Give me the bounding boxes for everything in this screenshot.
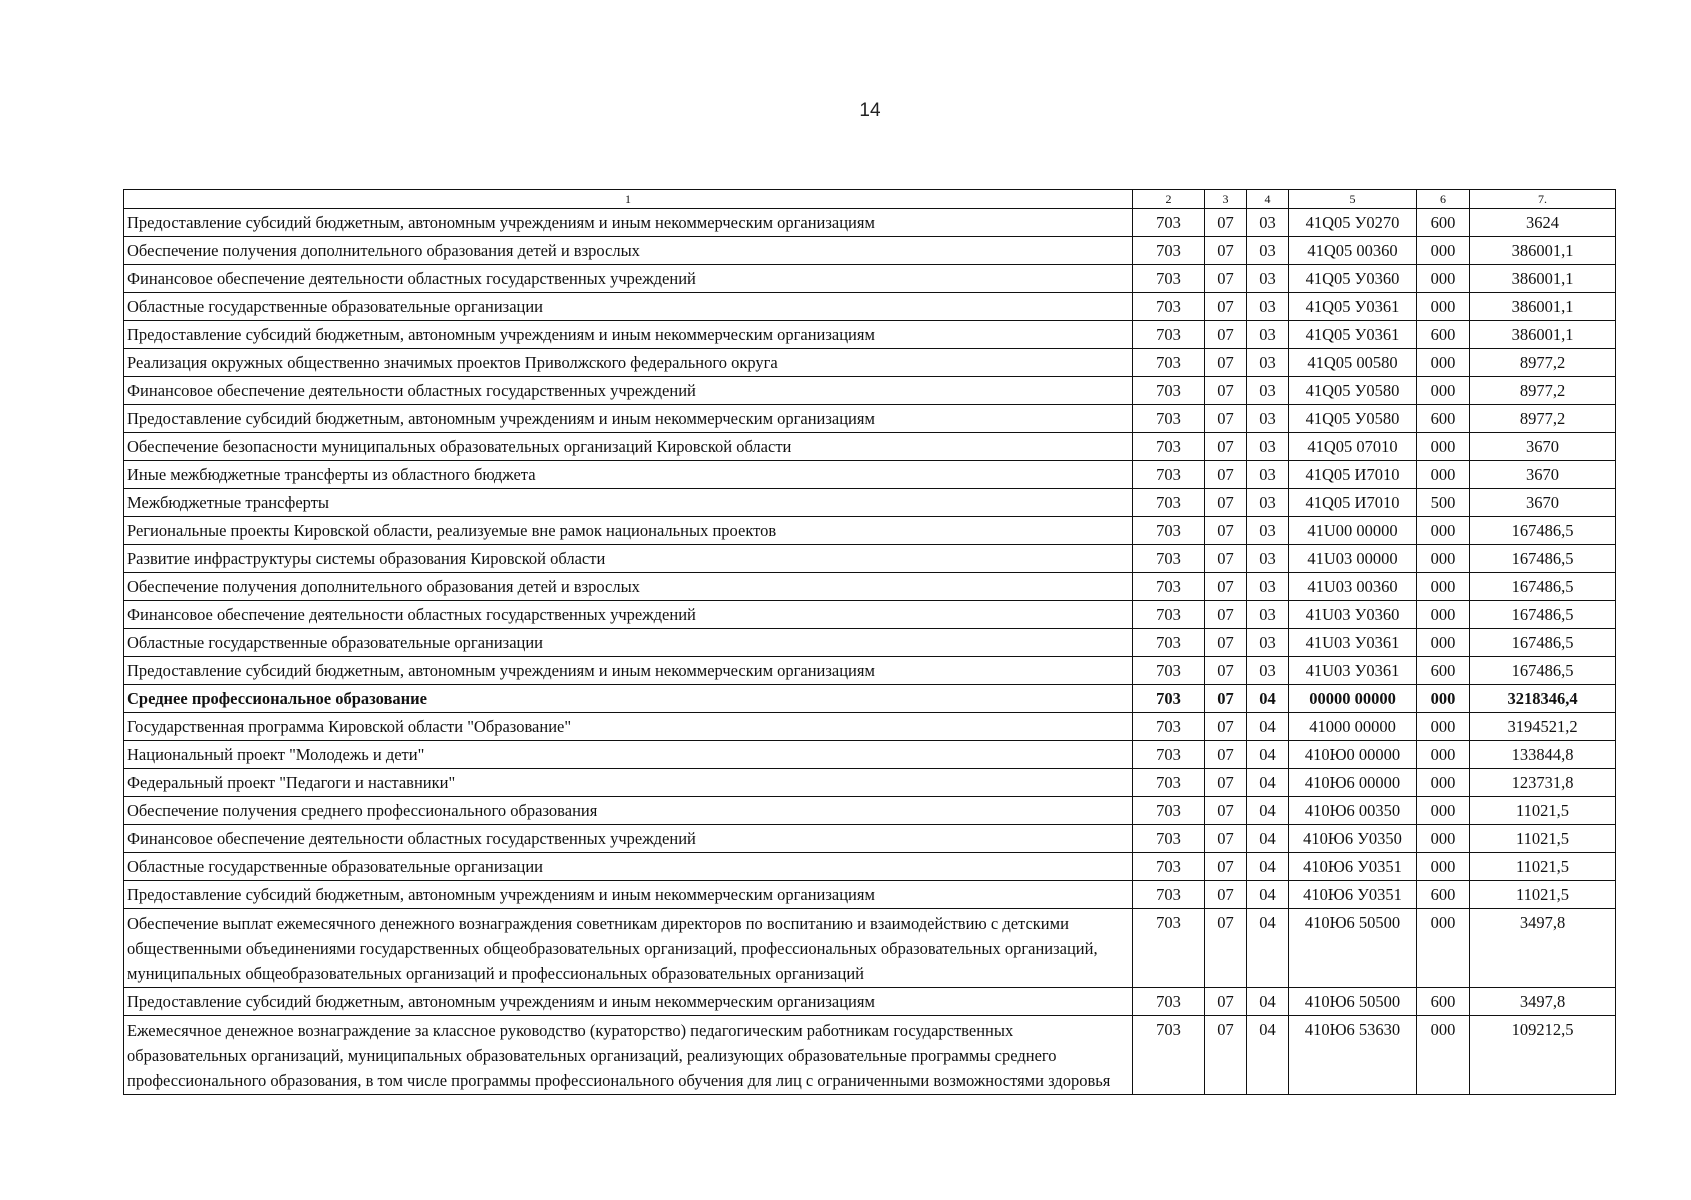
amount-cell: 167486,5 bbox=[1470, 573, 1616, 601]
code-cell-5: 41U03 У0361 bbox=[1289, 657, 1417, 685]
code-cell-5: 410Ю0 00000 bbox=[1289, 741, 1417, 769]
table-row bbox=[124, 489, 1616, 517]
amount-cell: 11021,5 bbox=[1470, 853, 1616, 881]
code-cell-4: 03 bbox=[1247, 321, 1289, 349]
table-row bbox=[124, 237, 1616, 265]
code-cell-6: 000 bbox=[1417, 293, 1470, 321]
code-cell-5: 41Q05 У0361 bbox=[1289, 321, 1417, 349]
header-cell-1: 1 bbox=[124, 190, 1133, 209]
code-cell-4: 03 bbox=[1247, 349, 1289, 377]
code-cell-4: 03 bbox=[1247, 489, 1289, 517]
table-row bbox=[124, 825, 1616, 853]
code-cell-4: 03 bbox=[1247, 237, 1289, 265]
code-cell-6: 000 bbox=[1417, 377, 1470, 405]
code-cell-5: 41Q05 И7010 bbox=[1289, 461, 1417, 489]
code-cell-5: 41U03 У0360 bbox=[1289, 601, 1417, 629]
code-cell-3: 07 bbox=[1205, 461, 1247, 489]
code-cell-5: 410Ю6 У0351 bbox=[1289, 881, 1417, 909]
code-cell-4: 03 bbox=[1247, 657, 1289, 685]
code-cell-6: 000 bbox=[1417, 629, 1470, 657]
code-cell-5: 41Q05 И7010 bbox=[1289, 489, 1417, 517]
code-cell-4: 04 bbox=[1247, 741, 1289, 769]
amount-cell: 8977,2 bbox=[1470, 377, 1616, 405]
code-cell-5: 41U00 00000 bbox=[1289, 517, 1417, 545]
code-cell-5: 410Ю6 У0351 bbox=[1289, 853, 1417, 881]
code-cell-6: 600 bbox=[1417, 321, 1470, 349]
code-cell-4: 04 bbox=[1247, 988, 1289, 1016]
row-description: Федеральный проект "Педагоги и наставники" bbox=[124, 769, 1133, 797]
row-description: Обеспечение получения дополнительного образования детей и взрослых bbox=[124, 573, 1133, 601]
row-description: Национальный проект "Молодежь и дети" bbox=[124, 741, 1133, 769]
amount-cell: 386001,1 bbox=[1470, 321, 1616, 349]
amount-cell: 3624 bbox=[1470, 209, 1616, 237]
code-cell-2: 703 bbox=[1133, 909, 1205, 988]
code-cell-3: 07 bbox=[1205, 601, 1247, 629]
code-cell-4: 03 bbox=[1247, 377, 1289, 405]
code-cell-2: 703 bbox=[1133, 293, 1205, 321]
amount-cell: 11021,5 bbox=[1470, 881, 1616, 909]
row-description: Предоставление субсидий бюджетным, автономным учреждениям и иным некоммерческим организациям bbox=[124, 657, 1133, 685]
amount-cell: 11021,5 bbox=[1470, 825, 1616, 853]
code-cell-5: 41Q05 У0361 bbox=[1289, 293, 1417, 321]
code-cell-2: 703 bbox=[1133, 573, 1205, 601]
table-row bbox=[124, 573, 1616, 601]
code-cell-3: 07 bbox=[1205, 545, 1247, 573]
budget-table bbox=[123, 189, 1616, 1095]
code-cell-5: 410Ю6 00000 bbox=[1289, 769, 1417, 797]
code-cell-3: 07 bbox=[1205, 377, 1247, 405]
amount-cell: 167486,5 bbox=[1470, 601, 1616, 629]
amount-cell: 386001,1 bbox=[1470, 237, 1616, 265]
code-cell-6: 000 bbox=[1417, 853, 1470, 881]
code-cell-6: 000 bbox=[1417, 713, 1470, 741]
code-cell-6: 000 bbox=[1417, 685, 1470, 713]
table-row bbox=[124, 741, 1616, 769]
code-cell-5: 41U03 У0361 bbox=[1289, 629, 1417, 657]
table-body bbox=[124, 190, 1616, 1095]
row-description: Финансовое обеспечение деятельности областных государственных учреждений bbox=[124, 265, 1133, 293]
code-cell-5: 410Ю6 50500 bbox=[1289, 988, 1417, 1016]
amount-cell: 3218346,4 bbox=[1470, 685, 1616, 713]
row-description: Областные государственные образовательные организации bbox=[124, 293, 1133, 321]
code-cell-5: 41Q05 У0270 bbox=[1289, 209, 1417, 237]
table-row bbox=[124, 377, 1616, 405]
code-cell-5: 410Ю6 У0350 bbox=[1289, 825, 1417, 853]
code-cell-2: 703 bbox=[1133, 209, 1205, 237]
code-cell-2: 703 bbox=[1133, 657, 1205, 685]
code-cell-6: 000 bbox=[1417, 517, 1470, 545]
header-cell-6: 6 bbox=[1417, 190, 1470, 209]
code-cell-6: 500 bbox=[1417, 489, 1470, 517]
header-cell-3: 3 bbox=[1205, 190, 1247, 209]
amount-cell: 3670 bbox=[1470, 461, 1616, 489]
code-cell-6: 000 bbox=[1417, 769, 1470, 797]
table-row bbox=[124, 209, 1616, 237]
code-cell-3: 07 bbox=[1205, 237, 1247, 265]
code-cell-4: 03 bbox=[1247, 433, 1289, 461]
table-row bbox=[124, 797, 1616, 825]
table-row bbox=[124, 629, 1616, 657]
code-cell-6: 600 bbox=[1417, 405, 1470, 433]
table-row bbox=[124, 433, 1616, 461]
code-cell-6: 000 bbox=[1417, 237, 1470, 265]
code-cell-4: 04 bbox=[1247, 1016, 1289, 1095]
table-row bbox=[124, 657, 1616, 685]
amount-cell: 3497,8 bbox=[1470, 988, 1616, 1016]
code-cell-4: 03 bbox=[1247, 293, 1289, 321]
code-cell-4: 03 bbox=[1247, 265, 1289, 293]
table-row bbox=[124, 545, 1616, 573]
row-description: Среднее профессиональное образование bbox=[124, 685, 1133, 713]
code-cell-2: 703 bbox=[1133, 545, 1205, 573]
code-cell-3: 07 bbox=[1205, 797, 1247, 825]
code-cell-6: 000 bbox=[1417, 797, 1470, 825]
row-description: Финансовое обеспечение деятельности областных государственных учреждений bbox=[124, 601, 1133, 629]
table-row bbox=[124, 405, 1616, 433]
row-description: Предоставление субсидий бюджетным, автономным учреждениям и иным некоммерческим организациям bbox=[124, 881, 1133, 909]
code-cell-3: 07 bbox=[1205, 853, 1247, 881]
header-cell-7: 7. bbox=[1470, 190, 1616, 209]
amount-cell: 3194521,2 bbox=[1470, 713, 1616, 741]
table-row bbox=[124, 349, 1616, 377]
code-cell-2: 703 bbox=[1133, 461, 1205, 489]
row-description: Обеспечение безопасности муниципальных образовательных организаций Кировской области bbox=[124, 433, 1133, 461]
table-row bbox=[124, 909, 1616, 988]
code-cell-6: 000 bbox=[1417, 825, 1470, 853]
header-cell-2: 2 bbox=[1133, 190, 1205, 209]
code-cell-6: 000 bbox=[1417, 601, 1470, 629]
row-description: Областные государственные образовательные организации bbox=[124, 853, 1133, 881]
amount-cell: 386001,1 bbox=[1470, 293, 1616, 321]
code-cell-2: 703 bbox=[1133, 769, 1205, 797]
code-cell-4: 03 bbox=[1247, 545, 1289, 573]
row-description: Ежемесячное денежное вознаграждение за классное руководство (кураторство) педагогическим работникам государственных образовательных организаций, муниципальных образовательных организаций, реализующих образовательные программы среднего профессионального образования, в том числе программы профессионального обучения для лиц с ограниченными возможностями здоровья bbox=[124, 1016, 1133, 1095]
code-cell-5: 41U03 00360 bbox=[1289, 573, 1417, 601]
code-cell-6: 600 bbox=[1417, 657, 1470, 685]
amount-cell: 109212,5 bbox=[1470, 1016, 1616, 1095]
amount-cell: 167486,5 bbox=[1470, 629, 1616, 657]
table-row bbox=[124, 601, 1616, 629]
code-cell-2: 703 bbox=[1133, 237, 1205, 265]
code-cell-4: 03 bbox=[1247, 405, 1289, 433]
code-cell-3: 07 bbox=[1205, 713, 1247, 741]
row-description: Обеспечение выплат ежемесячного денежного вознаграждения советникам директоров по воспитанию и взаимодействию с детскими общественными объединениями государственных общеобразовательных организаций, профессиональных образовательных организаций, муниципальных общеобразовательных организаций и профессиональных образовательных организаций bbox=[124, 909, 1133, 988]
code-cell-6: 000 bbox=[1417, 461, 1470, 489]
row-description: Государственная программа Кировской области "Образование" bbox=[124, 713, 1133, 741]
code-cell-4: 04 bbox=[1247, 881, 1289, 909]
code-cell-3: 07 bbox=[1205, 517, 1247, 545]
code-cell-2: 703 bbox=[1133, 601, 1205, 629]
code-cell-3: 07 bbox=[1205, 265, 1247, 293]
amount-cell: 8977,2 bbox=[1470, 405, 1616, 433]
code-cell-6: 000 bbox=[1417, 265, 1470, 293]
row-description: Обеспечение получения дополнительного образования детей и взрослых bbox=[124, 237, 1133, 265]
code-cell-3: 07 bbox=[1205, 489, 1247, 517]
row-description: Иные межбюджетные трансферты из областного бюджета bbox=[124, 461, 1133, 489]
code-cell-3: 07 bbox=[1205, 293, 1247, 321]
amount-cell: 167486,5 bbox=[1470, 545, 1616, 573]
code-cell-2: 703 bbox=[1133, 741, 1205, 769]
amount-cell: 3497,8 bbox=[1470, 909, 1616, 988]
code-cell-2: 703 bbox=[1133, 321, 1205, 349]
code-cell-5: 410Ю6 53630 bbox=[1289, 1016, 1417, 1095]
code-cell-6: 600 bbox=[1417, 988, 1470, 1016]
code-cell-2: 703 bbox=[1133, 881, 1205, 909]
code-cell-5: 41Q05 У0360 bbox=[1289, 265, 1417, 293]
code-cell-4: 04 bbox=[1247, 797, 1289, 825]
code-cell-5: 410Ю6 00350 bbox=[1289, 797, 1417, 825]
amount-cell: 167486,5 bbox=[1470, 657, 1616, 685]
code-cell-3: 07 bbox=[1205, 988, 1247, 1016]
code-cell-3: 07 bbox=[1205, 769, 1247, 797]
code-cell-4: 03 bbox=[1247, 573, 1289, 601]
code-cell-4: 04 bbox=[1247, 909, 1289, 988]
table-row bbox=[124, 293, 1616, 321]
row-description: Предоставление субсидий бюджетным, автономным учреждениям и иным некоммерческим организациям bbox=[124, 405, 1133, 433]
table-row bbox=[124, 265, 1616, 293]
amount-cell: 8977,2 bbox=[1470, 349, 1616, 377]
code-cell-4: 03 bbox=[1247, 629, 1289, 657]
row-description: Предоставление субсидий бюджетным, автономным учреждениям и иным некоммерческим организациям bbox=[124, 209, 1133, 237]
code-cell-4: 03 bbox=[1247, 517, 1289, 545]
table-row bbox=[124, 769, 1616, 797]
page-number: 14 bbox=[859, 100, 881, 121]
row-description: Областные государственные образовательные организации bbox=[124, 629, 1133, 657]
code-cell-4: 04 bbox=[1247, 853, 1289, 881]
code-cell-6: 000 bbox=[1417, 573, 1470, 601]
row-description: Финансовое обеспечение деятельности областных государственных учреждений bbox=[124, 825, 1133, 853]
code-cell-2: 703 bbox=[1133, 377, 1205, 405]
code-cell-3: 07 bbox=[1205, 825, 1247, 853]
table-row bbox=[124, 517, 1616, 545]
header-cell-5: 5 bbox=[1289, 190, 1417, 209]
header-row bbox=[124, 190, 1616, 209]
code-cell-2: 703 bbox=[1133, 988, 1205, 1016]
code-cell-3: 07 bbox=[1205, 405, 1247, 433]
code-cell-2: 703 bbox=[1133, 517, 1205, 545]
code-cell-5: 41Q05 00580 bbox=[1289, 349, 1417, 377]
code-cell-6: 000 bbox=[1417, 741, 1470, 769]
code-cell-5: 41Q05 00360 bbox=[1289, 237, 1417, 265]
code-cell-3: 07 bbox=[1205, 321, 1247, 349]
code-cell-3: 07 bbox=[1205, 433, 1247, 461]
table-row bbox=[124, 461, 1616, 489]
table-row bbox=[124, 1016, 1616, 1095]
code-cell-3: 07 bbox=[1205, 685, 1247, 713]
code-cell-2: 703 bbox=[1133, 433, 1205, 461]
row-description: Предоставление субсидий бюджетным, автономным учреждениям и иным некоммерческим организациям bbox=[124, 321, 1133, 349]
code-cell-2: 703 bbox=[1133, 825, 1205, 853]
code-cell-3: 07 bbox=[1205, 209, 1247, 237]
code-cell-4: 04 bbox=[1247, 685, 1289, 713]
code-cell-3: 07 bbox=[1205, 1016, 1247, 1095]
code-cell-3: 07 bbox=[1205, 741, 1247, 769]
code-cell-4: 03 bbox=[1247, 209, 1289, 237]
row-description: Межбюджетные трансферты bbox=[124, 489, 1133, 517]
code-cell-2: 703 bbox=[1133, 489, 1205, 517]
row-description: Развитие инфраструктуры системы образования Кировской области bbox=[124, 545, 1133, 573]
code-cell-4: 03 bbox=[1247, 601, 1289, 629]
row-description: Финансовое обеспечение деятельности областных государственных учреждений bbox=[124, 377, 1133, 405]
code-cell-6: 600 bbox=[1417, 209, 1470, 237]
code-cell-2: 703 bbox=[1133, 629, 1205, 657]
code-cell-3: 07 bbox=[1205, 881, 1247, 909]
code-cell-5: 41000 00000 bbox=[1289, 713, 1417, 741]
amount-cell: 167486,5 bbox=[1470, 517, 1616, 545]
amount-cell: 386001,1 bbox=[1470, 265, 1616, 293]
code-cell-3: 07 bbox=[1205, 657, 1247, 685]
code-cell-5: 410Ю6 50500 bbox=[1289, 909, 1417, 988]
table-row bbox=[124, 988, 1616, 1016]
amount-cell: 11021,5 bbox=[1470, 797, 1616, 825]
table-row bbox=[124, 321, 1616, 349]
code-cell-5: 41Q05 У0580 bbox=[1289, 405, 1417, 433]
code-cell-3: 07 bbox=[1205, 629, 1247, 657]
row-description: Обеспечение получения среднего профессионального образования bbox=[124, 797, 1133, 825]
row-description: Предоставление субсидий бюджетным, автономным учреждениям и иным некоммерческим организациям bbox=[124, 988, 1133, 1016]
code-cell-6: 000 bbox=[1417, 433, 1470, 461]
amount-cell: 133844,8 bbox=[1470, 741, 1616, 769]
code-cell-2: 703 bbox=[1133, 405, 1205, 433]
row-description: Реализация окружных общественно значимых проектов Приволжского федерального округа bbox=[124, 349, 1133, 377]
code-cell-5: 00000 00000 bbox=[1289, 685, 1417, 713]
code-cell-3: 07 bbox=[1205, 349, 1247, 377]
code-cell-2: 703 bbox=[1133, 713, 1205, 741]
code-cell-2: 703 bbox=[1133, 685, 1205, 713]
code-cell-5: 41U03 00000 bbox=[1289, 545, 1417, 573]
code-cell-6: 600 bbox=[1417, 881, 1470, 909]
table-row bbox=[124, 881, 1616, 909]
code-cell-4: 03 bbox=[1247, 461, 1289, 489]
amount-cell: 3670 bbox=[1470, 433, 1616, 461]
code-cell-6: 000 bbox=[1417, 349, 1470, 377]
code-cell-2: 703 bbox=[1133, 349, 1205, 377]
code-cell-5: 41Q05 У0580 bbox=[1289, 377, 1417, 405]
header-cell-4: 4 bbox=[1247, 190, 1289, 209]
code-cell-2: 703 bbox=[1133, 797, 1205, 825]
table-row bbox=[124, 685, 1616, 713]
table-row bbox=[124, 713, 1616, 741]
row-description: Региональные проекты Кировской области, реализуемые вне рамок национальных проектов bbox=[124, 517, 1133, 545]
code-cell-3: 07 bbox=[1205, 573, 1247, 601]
code-cell-4: 04 bbox=[1247, 825, 1289, 853]
code-cell-4: 04 bbox=[1247, 769, 1289, 797]
code-cell-5: 41Q05 07010 bbox=[1289, 433, 1417, 461]
code-cell-2: 703 bbox=[1133, 853, 1205, 881]
code-cell-6: 000 bbox=[1417, 545, 1470, 573]
code-cell-6: 000 bbox=[1417, 1016, 1470, 1095]
amount-cell: 123731,8 bbox=[1470, 769, 1616, 797]
amount-cell: 3670 bbox=[1470, 489, 1616, 517]
code-cell-6: 000 bbox=[1417, 909, 1470, 988]
code-cell-2: 703 bbox=[1133, 265, 1205, 293]
code-cell-4: 04 bbox=[1247, 713, 1289, 741]
table-row bbox=[124, 853, 1616, 881]
code-cell-2: 703 bbox=[1133, 1016, 1205, 1095]
code-cell-3: 07 bbox=[1205, 909, 1247, 988]
